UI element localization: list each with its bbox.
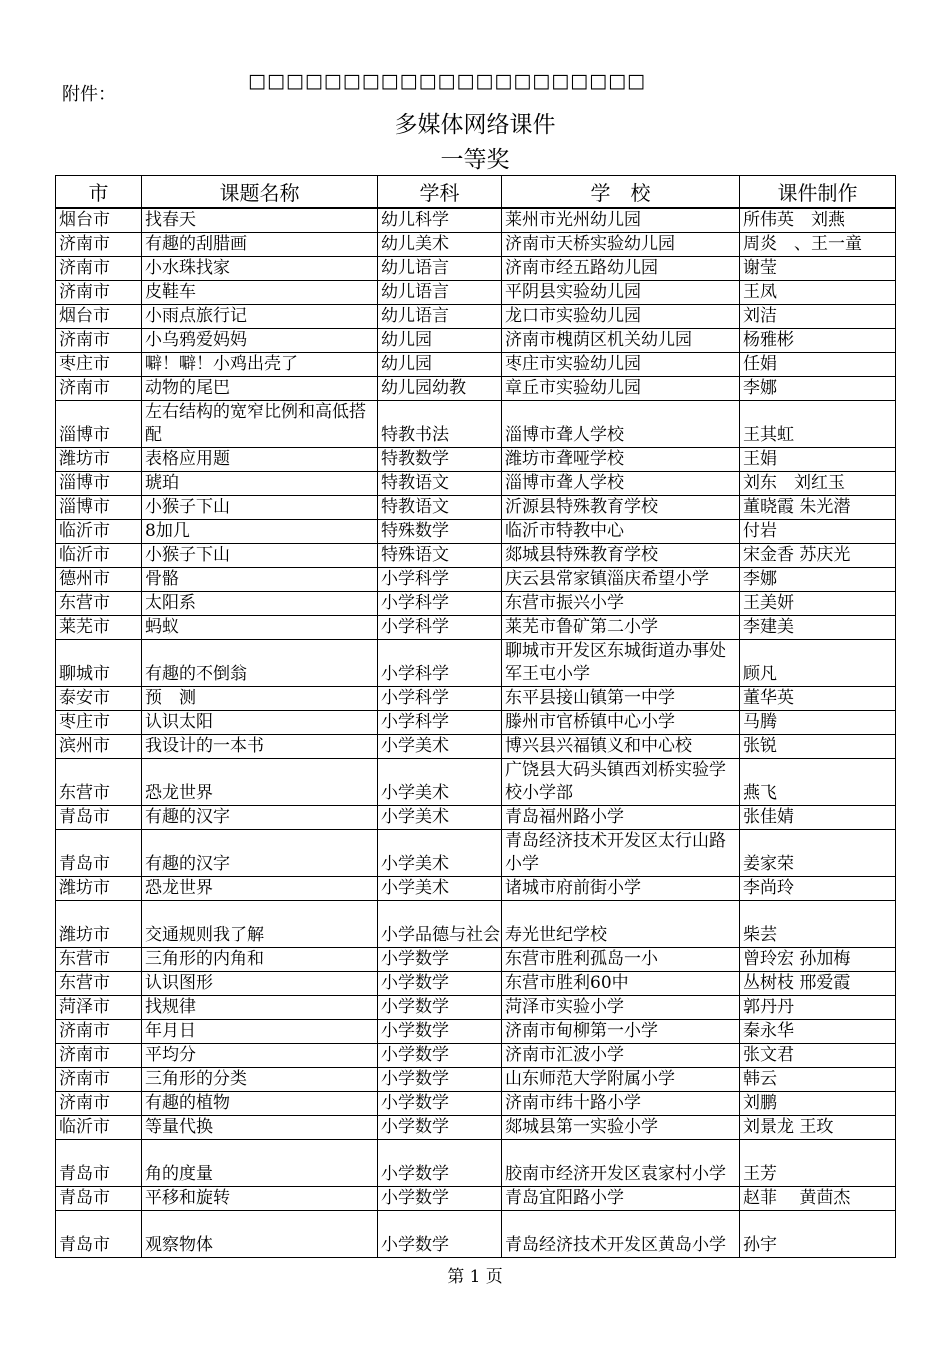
cell-subject: 小学数学 xyxy=(378,1187,502,1211)
cell-school: 济南市汇波小学 xyxy=(502,1044,740,1068)
cell-city: 东营市 xyxy=(56,972,142,996)
cell-city: 德州市 xyxy=(56,568,142,592)
cell-author: 李娜 xyxy=(740,377,896,401)
cell-author: 王芳 xyxy=(740,1140,896,1187)
column-header-subject: 学科 xyxy=(378,176,502,209)
cell-topic: 平均分 xyxy=(142,1044,378,1068)
table-row xyxy=(56,1116,896,1140)
cell-author: 所伟英 刘燕 xyxy=(740,208,896,233)
cell-subject: 小学美术 xyxy=(378,759,502,806)
cell-subject: 小学数学 xyxy=(378,996,502,1020)
cell-topic: 三角形的分类 xyxy=(142,1068,378,1092)
table-row xyxy=(56,877,896,901)
cell-subject: 幼儿园幼教 xyxy=(378,377,502,401)
cell-school: 济南市经五路幼儿园 xyxy=(502,257,740,281)
cell-author: 顾凡 xyxy=(740,640,896,687)
cell-school: 青岛经济技术开发区黄岛小学 xyxy=(502,1211,740,1258)
cell-city: 临沂市 xyxy=(56,520,142,544)
cell-school: 博兴县兴福镇义和中心校 xyxy=(502,735,740,759)
table-row xyxy=(56,806,896,830)
cell-subject: 幼儿美术 xyxy=(378,233,502,257)
cell-city: 菏泽市 xyxy=(56,996,142,1020)
cell-school: 临沂市特教中心 xyxy=(502,520,740,544)
cell-school: 龙口市实验幼儿园 xyxy=(502,305,740,329)
cell-city: 淄博市 xyxy=(56,401,142,448)
table-row xyxy=(56,208,896,233)
cell-topic: 认识太阳 xyxy=(142,711,378,735)
cell-school: 郯城县特殊教育学校 xyxy=(502,544,740,568)
cell-author: 孙宇 xyxy=(740,1211,896,1258)
cell-city: 潍坊市 xyxy=(56,448,142,472)
cell-author: 张锐 xyxy=(740,735,896,759)
cell-school: 沂源县特殊教育学校 xyxy=(502,496,740,520)
cell-school: 滕州市官桥镇中心小学 xyxy=(502,711,740,735)
cell-school: 济南市纬十路小学 xyxy=(502,1092,740,1116)
cell-city: 济南市 xyxy=(56,233,142,257)
cell-topic: 有趣的刮腊画 xyxy=(142,233,378,257)
cell-subject: 特教语文 xyxy=(378,472,502,496)
cell-city: 滨州市 xyxy=(56,735,142,759)
table-row xyxy=(56,901,896,948)
cell-city: 潍坊市 xyxy=(56,901,142,948)
cell-author: 李娜 xyxy=(740,568,896,592)
cell-city: 济南市 xyxy=(56,281,142,305)
cell-school: 济南市槐荫区机关幼儿园 xyxy=(502,329,740,353)
cell-subject: 小学科学 xyxy=(378,640,502,687)
cell-topic: 等量代换 xyxy=(142,1116,378,1140)
cell-author: 谢莹 xyxy=(740,257,896,281)
cell-topic: 表格应用题 xyxy=(142,448,378,472)
cell-author: 王其虹 xyxy=(740,401,896,448)
cell-school: 莱州市光州幼儿园 xyxy=(502,208,740,233)
cell-author: 丛树枝 邢爱霞 xyxy=(740,972,896,996)
cell-subject: 小学数学 xyxy=(378,1020,502,1044)
cell-school: 平阴县实验幼儿园 xyxy=(502,281,740,305)
cell-author: 赵菲 黄茴杰 xyxy=(740,1187,896,1211)
cell-city: 聊城市 xyxy=(56,640,142,687)
table-row xyxy=(56,1020,896,1044)
table-row xyxy=(56,472,896,496)
cell-topic: 观察物体 xyxy=(142,1211,378,1258)
table-row xyxy=(56,592,896,616)
cell-city: 临沂市 xyxy=(56,544,142,568)
cell-subject: 小学数学 xyxy=(378,1044,502,1068)
cell-city: 临沂市 xyxy=(56,1116,142,1140)
cell-school: 诸城市府前街小学 xyxy=(502,877,740,901)
table-row xyxy=(56,1092,896,1116)
cell-topic: 小乌鸦爱妈妈 xyxy=(142,329,378,353)
cell-subject: 幼儿科学 xyxy=(378,208,502,233)
cell-city: 济南市 xyxy=(56,329,142,353)
cell-topic: 左右结构的宽窄比例和高低搭配 xyxy=(142,401,378,448)
cell-city: 泰安市 xyxy=(56,687,142,711)
page-number: 第 1 页 xyxy=(447,1267,503,1287)
table-row xyxy=(56,233,896,257)
cell-city: 枣庄市 xyxy=(56,353,142,377)
cell-topic: 找春天 xyxy=(142,208,378,233)
cell-subject: 幼儿语言 xyxy=(378,305,502,329)
table-row xyxy=(56,735,896,759)
cell-topic: 动物的尾巴 xyxy=(142,377,378,401)
cell-author: 刘洁 xyxy=(740,305,896,329)
table-row xyxy=(56,305,896,329)
cell-city: 淄博市 xyxy=(56,472,142,496)
cell-city: 济南市 xyxy=(56,1092,142,1116)
garbled-heading: □□□□□□□□□□□□□□□□□□□□□ xyxy=(248,70,646,92)
table-row xyxy=(56,759,896,806)
cell-school: 济南市甸柳第一小学 xyxy=(502,1020,740,1044)
cell-topic: 小雨点旅行记 xyxy=(142,305,378,329)
cell-author: 周炎 、王一童 xyxy=(740,233,896,257)
cell-subject: 特殊语文 xyxy=(378,544,502,568)
cell-subject: 小学科学 xyxy=(378,568,502,592)
cell-city: 莱芜市 xyxy=(56,616,142,640)
cell-school: 寿光世纪学校 xyxy=(502,901,740,948)
cell-school: 广饶县大码头镇西刘桥实验学校小学部 xyxy=(502,759,740,806)
cell-subject: 小学美术 xyxy=(378,806,502,830)
cell-topic: 8加几 xyxy=(142,520,378,544)
cell-topic: 小猴子下山 xyxy=(142,496,378,520)
cell-topic: 小猴子下山 xyxy=(142,544,378,568)
cell-school: 章丘市实验幼儿园 xyxy=(502,377,740,401)
cell-author: 付岩 xyxy=(740,520,896,544)
cell-topic: 认识图形 xyxy=(142,972,378,996)
cell-subject: 特教语文 xyxy=(378,496,502,520)
cell-subject: 特教书法 xyxy=(378,401,502,448)
cell-city: 济南市 xyxy=(56,1044,142,1068)
cell-subject: 幼儿语言 xyxy=(378,281,502,305)
cell-school: 枣庄市实验幼儿园 xyxy=(502,353,740,377)
cell-subject: 小学数学 xyxy=(378,1092,502,1116)
cell-city: 青岛市 xyxy=(56,1211,142,1258)
cell-topic: 有趣的汉字 xyxy=(142,830,378,877)
cell-subject: 小学数学 xyxy=(378,1068,502,1092)
cell-subject: 特教数学 xyxy=(378,448,502,472)
cell-author: 宋金香 苏庆光 xyxy=(740,544,896,568)
cell-city: 潍坊市 xyxy=(56,877,142,901)
cell-school: 青岛经济技术开发区太行山路小学 xyxy=(502,830,740,877)
cell-school: 郯城县第一实验小学 xyxy=(502,1116,740,1140)
cell-author: 张佳婧 xyxy=(740,806,896,830)
cell-subject: 小学数学 xyxy=(378,1140,502,1187)
cell-topic: 有趣的植物 xyxy=(142,1092,378,1116)
cell-topic: 恐龙世界 xyxy=(142,759,378,806)
table-row xyxy=(56,329,896,353)
cell-author: 张文君 xyxy=(740,1044,896,1068)
table-row xyxy=(56,257,896,281)
table-row xyxy=(56,830,896,877)
cell-subject: 小学美术 xyxy=(378,877,502,901)
column-header-topic: 课题名称 xyxy=(142,176,378,209)
cell-topic: 年月日 xyxy=(142,1020,378,1044)
cell-school: 山东师范大学附属小学 xyxy=(502,1068,740,1092)
cell-topic: 太阳系 xyxy=(142,592,378,616)
table-row xyxy=(56,1068,896,1092)
cell-topic: 骨骼 xyxy=(142,568,378,592)
cell-school: 东营市胜利孤岛一小 xyxy=(502,948,740,972)
table-row xyxy=(56,281,896,305)
cell-school: 莱芜市鲁矿第二小学 xyxy=(502,616,740,640)
table-row xyxy=(56,687,896,711)
table-header-row xyxy=(56,176,896,209)
cell-school: 胶南市经济开发区袁家村小学 xyxy=(502,1140,740,1187)
cell-subject: 小学数学 xyxy=(378,1211,502,1258)
cell-city: 青岛市 xyxy=(56,1187,142,1211)
cell-subject: 小学美术 xyxy=(378,735,502,759)
cell-school: 菏泽市实验小学 xyxy=(502,996,740,1020)
cell-city: 青岛市 xyxy=(56,1140,142,1187)
cell-city: 青岛市 xyxy=(56,806,142,830)
cell-city: 济南市 xyxy=(56,1020,142,1044)
table-row xyxy=(56,1044,896,1068)
cell-city: 东营市 xyxy=(56,948,142,972)
cell-topic: 我设计的一本书 xyxy=(142,735,378,759)
cell-subject: 小学科学 xyxy=(378,592,502,616)
cell-city: 烟台市 xyxy=(56,208,142,233)
table-row xyxy=(56,1140,896,1187)
cell-author: 董晓霞 朱光潜 xyxy=(740,496,896,520)
column-header-school: 学 校 xyxy=(502,176,740,209)
cell-author: 刘景龙 王玫 xyxy=(740,1116,896,1140)
cell-subject: 小学科学 xyxy=(378,711,502,735)
cell-school: 潍坊市聋哑学校 xyxy=(502,448,740,472)
cell-subject: 小学美术 xyxy=(378,830,502,877)
cell-school: 东平县接山镇第一中学 xyxy=(502,687,740,711)
cell-city: 济南市 xyxy=(56,377,142,401)
cell-topic: 三角形的内角和 xyxy=(142,948,378,972)
table-row xyxy=(56,1187,896,1211)
table-row xyxy=(56,520,896,544)
table-row xyxy=(56,996,896,1020)
cell-subject: 小学数学 xyxy=(378,972,502,996)
cell-city: 淄博市 xyxy=(56,496,142,520)
cell-topic: 恐龙世界 xyxy=(142,877,378,901)
cell-subject: 幼儿园 xyxy=(378,353,502,377)
cell-author: 杨雅彬 xyxy=(740,329,896,353)
cell-author: 李尚玲 xyxy=(740,877,896,901)
cell-subject: 特殊数学 xyxy=(378,520,502,544)
table-row xyxy=(56,711,896,735)
award-table xyxy=(55,175,896,1258)
award-level: 一等奖 xyxy=(440,147,510,173)
cell-author: 燕飞 xyxy=(740,759,896,806)
cell-topic: 平移和旋转 xyxy=(142,1187,378,1211)
attachment-label: 附件： xyxy=(62,84,116,105)
cell-school: 东营市胜利60中 xyxy=(502,972,740,996)
cell-school: 济南市天桥实验幼儿园 xyxy=(502,233,740,257)
table-row xyxy=(56,616,896,640)
cell-city: 烟台市 xyxy=(56,305,142,329)
cell-subject: 幼儿园 xyxy=(378,329,502,353)
table-row xyxy=(56,496,896,520)
table-body xyxy=(56,208,896,1258)
table-row xyxy=(56,353,896,377)
cell-author: 柴芸 xyxy=(740,901,896,948)
table-row xyxy=(56,948,896,972)
document-title: 多媒体网络课件 xyxy=(394,112,556,138)
cell-author: 秦永华 xyxy=(740,1020,896,1044)
cell-topic: 有趣的汉字 xyxy=(142,806,378,830)
column-header-author: 课件制作 xyxy=(740,176,896,209)
cell-subject: 幼儿语言 xyxy=(378,257,502,281)
cell-topic: 交通规则我了解 xyxy=(142,901,378,948)
cell-author: 董华英 xyxy=(740,687,896,711)
cell-author: 任娟 xyxy=(740,353,896,377)
cell-city: 青岛市 xyxy=(56,830,142,877)
cell-school: 淄博市聋人学校 xyxy=(502,401,740,448)
table-row xyxy=(56,640,896,687)
table-row xyxy=(56,568,896,592)
cell-topic: 蚂蚁 xyxy=(142,616,378,640)
cell-author: 曾玲宏 孙加梅 xyxy=(740,948,896,972)
cell-topic: 小水珠找家 xyxy=(142,257,378,281)
cell-school: 青岛宜阳路小学 xyxy=(502,1187,740,1211)
table-row xyxy=(56,401,896,448)
cell-subject: 小学数学 xyxy=(378,1116,502,1140)
cell-author: 刘鹏 xyxy=(740,1092,896,1116)
table-row xyxy=(56,544,896,568)
cell-topic: 琥珀 xyxy=(142,472,378,496)
cell-author: 马腾 xyxy=(740,711,896,735)
table-row xyxy=(56,377,896,401)
column-header-city: 市 xyxy=(56,176,142,209)
cell-author: 王凤 xyxy=(740,281,896,305)
table-row xyxy=(56,448,896,472)
cell-city: 济南市 xyxy=(56,257,142,281)
cell-author: 王美妍 xyxy=(740,592,896,616)
cell-subject: 小学数学 xyxy=(378,948,502,972)
cell-school: 东营市振兴小学 xyxy=(502,592,740,616)
cell-author: 姜家荣 xyxy=(740,830,896,877)
cell-topic: 皮鞋车 xyxy=(142,281,378,305)
cell-city: 济南市 xyxy=(56,1068,142,1092)
cell-subject: 小学科学 xyxy=(378,687,502,711)
cell-author: 郭丹丹 xyxy=(740,996,896,1020)
cell-city: 枣庄市 xyxy=(56,711,142,735)
cell-school: 淄博市聋人学校 xyxy=(502,472,740,496)
cell-school: 庆云县常家镇淄庆希望小学 xyxy=(502,568,740,592)
cell-topic: 角的度量 xyxy=(142,1140,378,1187)
cell-subject: 小学科学 xyxy=(378,616,502,640)
cell-topic: 有趣的不倒翁 xyxy=(142,640,378,687)
cell-school: 聊城市开发区东城街道办事处军王屯小学 xyxy=(502,640,740,687)
cell-author: 韩云 xyxy=(740,1068,896,1092)
table-row xyxy=(56,1211,896,1258)
cell-topic: 噼！噼！小鸡出壳了 xyxy=(142,353,378,377)
cell-author: 李建美 xyxy=(740,616,896,640)
table-row xyxy=(56,972,896,996)
cell-subject: 小学品德与社会 xyxy=(378,901,502,948)
cell-topic: 预 测 xyxy=(142,687,378,711)
cell-city: 东营市 xyxy=(56,592,142,616)
cell-topic: 找规律 xyxy=(142,996,378,1020)
cell-city: 东营市 xyxy=(56,759,142,806)
cell-author: 刘东 刘红玉 xyxy=(740,472,896,496)
cell-author: 王娟 xyxy=(740,448,896,472)
cell-school: 青岛福州路小学 xyxy=(502,806,740,830)
